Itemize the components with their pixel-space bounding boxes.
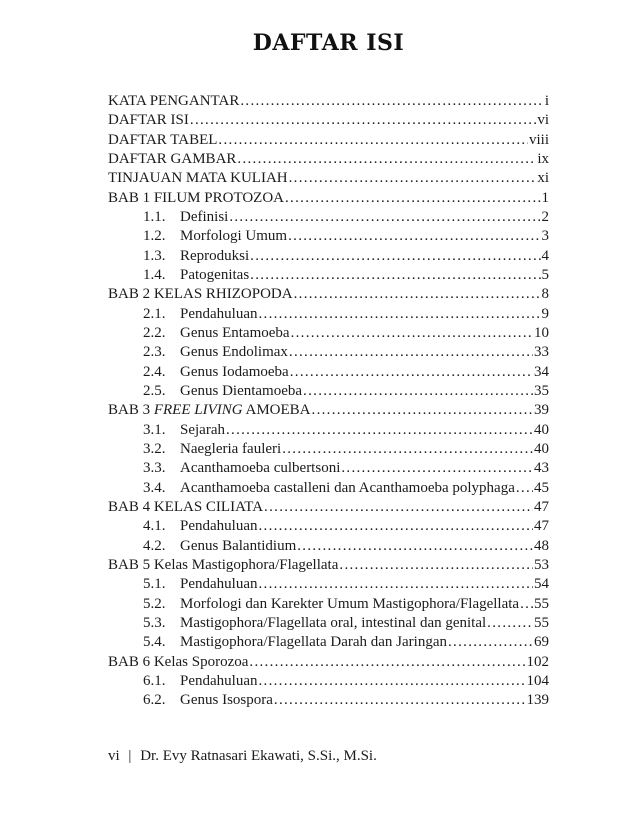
toc-entry — [108, 440, 549, 459]
entry-page: xi — [537, 170, 549, 187]
dot-leader — [341, 459, 533, 478]
entry-number: 3.4. — [143, 479, 166, 496]
entry-label: DAFTAR TABEL — [108, 131, 218, 148]
dot-leader — [312, 401, 533, 420]
entry-number: 1.1. — [143, 208, 166, 225]
dot-leader — [218, 131, 528, 150]
entry-page: 35 — [534, 382, 549, 399]
entry-label: Genus Balantidium — [180, 537, 297, 554]
dot-leader — [249, 653, 525, 672]
entry-label: Pendahuluan — [180, 672, 258, 689]
toc-entry — [108, 479, 549, 498]
entry-number: 3.1. — [143, 421, 166, 438]
entry-label: BAB 4 KELAS CILIATA — [108, 498, 264, 515]
entry-number: 2.5. — [143, 382, 166, 399]
entry-label: Morfologi Umum — [180, 228, 288, 245]
entry-page: 39 — [534, 402, 549, 419]
entry-number: 5.4. — [143, 634, 166, 651]
dot-leader — [226, 421, 533, 440]
entry-label: Genus Entamoeba — [180, 324, 290, 341]
entry-page: 53 — [534, 556, 549, 573]
entry-label: Definisi — [180, 208, 229, 225]
entry-label: Acanthamoeba castalleni dan Acanthamoeba polyphaga — [180, 479, 515, 496]
toc-entry — [108, 382, 549, 401]
dot-leader — [339, 556, 533, 575]
dot-leader — [274, 691, 526, 710]
entry-page: 139 — [526, 692, 549, 709]
dot-leader — [516, 479, 533, 498]
entry-number: 2.1. — [143, 305, 166, 322]
entry-page: 5 — [541, 266, 549, 283]
dot-leader — [520, 595, 533, 614]
toc-entry — [108, 691, 549, 710]
dot-leader — [487, 614, 533, 633]
entry-number: 4.2. — [143, 537, 166, 554]
dot-leader — [289, 343, 533, 362]
toc-entry — [108, 189, 549, 208]
dot-leader — [289, 169, 537, 188]
entry-page: ix — [537, 150, 549, 167]
dot-leader — [240, 92, 543, 111]
toc-entry — [108, 363, 549, 382]
toc-entry — [108, 150, 549, 169]
dot-leader — [285, 189, 541, 208]
entry-number: 2.3. — [143, 344, 166, 361]
dot-leader — [448, 633, 533, 652]
page-footer — [108, 748, 377, 765]
entry-label: BAB 6 Kelas Sporozoa — [108, 653, 249, 670]
entry-page: 40 — [534, 421, 549, 438]
entry-number: 3.3. — [143, 460, 166, 477]
toc-entry — [108, 324, 549, 343]
entry-number: 4.1. — [143, 518, 166, 535]
entry-page: 8 — [541, 286, 549, 303]
toc-entry — [108, 227, 549, 246]
entry-label: Mastigophora/Flagellata Darah dan Jaringan — [180, 634, 447, 651]
table-of-contents — [108, 92, 549, 711]
dot-leader — [290, 363, 533, 382]
entry-number: 5.3. — [143, 614, 166, 631]
toc-entry — [108, 517, 549, 536]
entry-label: Pendahuluan — [180, 518, 258, 535]
dot-leader — [282, 440, 533, 459]
entry-page: 40 — [534, 440, 549, 457]
entry-page: 10 — [534, 324, 549, 341]
entry-number: 1.3. — [143, 247, 166, 264]
entry-page: 3 — [541, 228, 549, 245]
entry-label: KATA PENGANTAR — [108, 93, 240, 109]
toc-entry — [108, 459, 549, 478]
entry-number: 6.1. — [143, 672, 166, 689]
entry-page: 43 — [534, 460, 549, 477]
toc-entry — [108, 401, 549, 420]
toc-entry — [108, 266, 549, 285]
dot-leader — [250, 266, 540, 285]
entry-label: BAB 5 Kelas Mastigophora/Flagellata — [108, 556, 339, 573]
entry-page: 4 — [541, 247, 549, 264]
entry-label: Genus Endolimax — [180, 344, 288, 361]
entry-label: Patogenitas — [180, 266, 250, 283]
entry-page: 102 — [526, 653, 549, 670]
entry-page: 45 — [534, 479, 549, 496]
dot-leader — [258, 305, 540, 324]
entry-page: 47 — [534, 498, 549, 515]
entry-page: viii — [528, 131, 549, 148]
entry-page: 2 — [541, 208, 549, 225]
entry-page: 47 — [534, 518, 549, 535]
entry-number: 3.2. — [143, 440, 166, 457]
entry-page: 55 — [534, 614, 549, 631]
toc-entry — [108, 421, 549, 440]
toc-entry — [108, 672, 549, 691]
dot-leader — [288, 227, 540, 246]
entry-number: 1.4. — [143, 266, 166, 283]
toc-entry — [108, 111, 549, 130]
toc-entry — [108, 498, 549, 517]
entry-label: Reproduksi — [180, 247, 250, 264]
entry-label: Naegleria fauleri — [180, 440, 282, 457]
entry-page: 55 — [534, 595, 549, 612]
dot-leader — [190, 111, 536, 130]
toc-entry — [108, 614, 549, 633]
toc-entry — [108, 169, 549, 188]
entry-label: Pendahuluan — [180, 305, 258, 322]
entry-label: Pendahuluan — [180, 576, 258, 593]
entry-label: DAFTAR GAMBAR — [108, 150, 237, 167]
entry-number: 2.4. — [143, 363, 166, 380]
entry-number: 2.2. — [143, 324, 166, 341]
dot-leader — [258, 517, 533, 536]
toc-entry — [108, 285, 549, 304]
toc-entry — [108, 131, 549, 150]
entry-label: Mastigophora/Flagellata oral, intestinal dan genital — [180, 614, 487, 631]
toc-entry — [108, 208, 549, 227]
page-title: DAFTAR ISI — [252, 30, 405, 56]
entry-page: 9 — [541, 305, 549, 322]
dot-leader — [297, 537, 533, 556]
entry-page: 34 — [534, 363, 549, 380]
footer-separator: | — [128, 748, 132, 764]
dot-leader — [229, 208, 540, 227]
footer-author: Dr. Evy Ratnasari Ekawati, S.Si., M.Si. — [140, 748, 377, 764]
entry-label: BAB 2 KELAS RHIZOPODA — [108, 286, 293, 303]
entry-label: TINJAUAN MATA KULIAH — [108, 170, 288, 187]
toc-entry — [108, 633, 549, 652]
toc-entry — [108, 556, 549, 575]
toc-entry — [108, 575, 549, 594]
entry-label: DAFTAR ISI — [108, 112, 189, 129]
entry-page: 54 — [534, 576, 549, 593]
entry-page: 33 — [534, 344, 549, 361]
footer-page-number: vi — [108, 748, 120, 764]
dot-leader — [258, 672, 525, 691]
toc-entry — [108, 247, 549, 266]
toc-entry — [108, 653, 549, 672]
entry-page: vi — [537, 112, 549, 129]
entry-label: Genus Dientamoeba — [180, 382, 303, 399]
entry-page: 69 — [534, 634, 549, 651]
toc-entry — [108, 537, 549, 556]
entry-number: 6.2. — [143, 692, 166, 709]
entry-page: i — [544, 93, 549, 109]
entry-number: 5.2. — [143, 595, 166, 612]
dot-leader — [258, 575, 533, 594]
dot-leader — [303, 382, 533, 401]
entry-number: 1.2. — [143, 228, 166, 245]
entry-label: Morfologi dan Karekter Umum Mastigophora/Flagellata — [180, 595, 520, 612]
entry-label: Sejarah — [180, 421, 225, 438]
entry-page: 104 — [526, 672, 549, 689]
entry-page: 48 — [534, 537, 549, 554]
toc-entry — [108, 305, 549, 324]
entry-label: Genus Isospora — [180, 692, 273, 709]
dot-leader — [237, 150, 536, 169]
dot-leader — [264, 498, 533, 517]
toc-entry — [108, 343, 549, 362]
entry-label: Genus Iodamoeba — [180, 363, 289, 380]
dot-leader — [294, 285, 541, 304]
toc-entry — [108, 92, 549, 111]
entry-label: BAB 1 FILUM PROTOZOA — [108, 189, 284, 206]
entry-label: Acanthamoeba culbertsoni — [180, 460, 341, 477]
entry-number: 5.1. — [143, 576, 166, 593]
entry-page: 1 — [541, 189, 549, 206]
entry-label: BAB 3 FREE LIVING AMOEBA — [108, 402, 311, 419]
toc-entry — [108, 595, 549, 614]
dot-leader — [291, 324, 533, 343]
dot-leader — [250, 247, 540, 266]
